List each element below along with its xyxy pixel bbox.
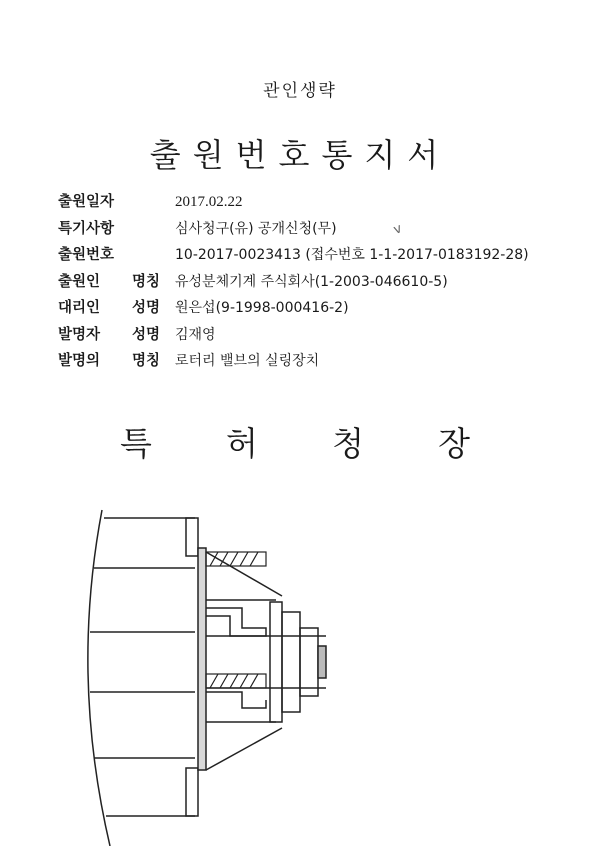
issuer-char: 특: [120, 424, 152, 463]
field-special-notes: [58, 217, 578, 244]
shaft-end: [318, 646, 326, 678]
field-value: 김재영: [175, 326, 216, 343]
field-value: 10-2017-0023413 (접수번호 1-1-2017-0183192-28): [175, 247, 529, 263]
field-value: 심사청구(유) 공개신청(무): [175, 220, 337, 237]
field-label: 출원일자: [58, 194, 115, 210]
field-applicant-name: [58, 270, 578, 297]
field-value: 원은섭(9-1998-000416-2): [175, 300, 349, 316]
issuer-char: 청: [332, 424, 364, 463]
field-filing-date: [58, 190, 578, 217]
field-label: 발명자 성명: [58, 326, 160, 343]
flange-top: [186, 518, 198, 556]
shaft-cap: [300, 628, 318, 696]
field-agent-name: [58, 296, 578, 323]
inner-step-upper: [206, 608, 266, 636]
handwritten-mark: ⅴ: [391, 221, 405, 238]
housing-curve: [88, 510, 110, 846]
technical-drawing: [70, 496, 590, 846]
field-label: 대리인 성명: [58, 300, 160, 316]
main-plate: [198, 548, 206, 770]
hub-ring: [282, 612, 300, 712]
issuer-name: [120, 418, 470, 465]
cone-line-bottom: [206, 728, 282, 770]
seal-omitted-notice: 관인생략: [263, 81, 337, 101]
inner-step-lower: [206, 692, 266, 708]
field-value: 2017.02.22: [175, 194, 243, 210]
flange-bottom: [186, 768, 198, 816]
hub-body: [270, 602, 282, 722]
field-value: 로터리 밸브의 실링장치: [175, 353, 320, 369]
field-label: 출원번호: [58, 247, 115, 263]
issuer-char: 허: [226, 424, 258, 463]
application-fields: [58, 190, 578, 376]
field-inventor-name: [58, 323, 578, 350]
field-label: 발명의 명칭: [58, 353, 160, 369]
issuer-char: 장: [438, 424, 470, 463]
seal-block-lower: [206, 674, 266, 688]
field-value: 유성분체기계 주식회사(1-2003-046610-5): [175, 273, 448, 290]
field-invention-title: [58, 349, 578, 376]
field-application-number: [58, 243, 578, 270]
field-label: 특기사항: [58, 220, 115, 237]
document-title: 출원번호통지서: [149, 136, 451, 174]
field-label: 출원인 명칭: [58, 273, 160, 290]
seal-block-upper: [206, 552, 266, 566]
